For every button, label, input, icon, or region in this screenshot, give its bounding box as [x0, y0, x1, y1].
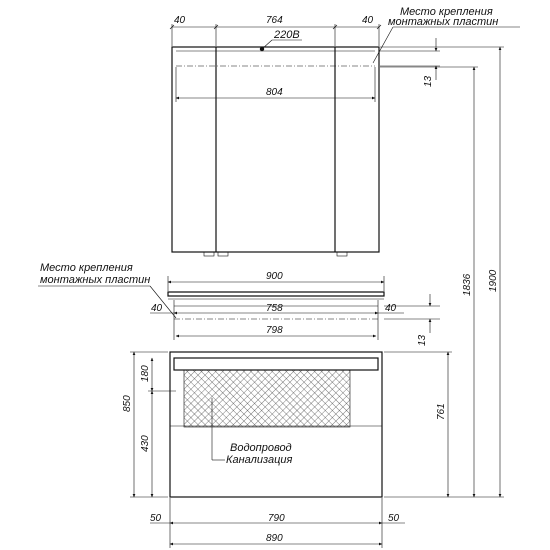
vanity-crosshatch — [184, 370, 350, 427]
cabinet-outline — [172, 47, 379, 252]
cabinet-mount-label-2: монтажных пластин — [388, 16, 499, 28]
cabinet-foot-right — [337, 252, 347, 256]
cabinet-mount-label-1: Место крепления — [400, 6, 493, 18]
vanity-dim-798: 798 — [266, 325, 283, 336]
vanity-dim-base-left: 50 — [150, 513, 162, 524]
vanity-unit — [168, 292, 384, 497]
cabinet-dim-right-gap: 40 — [362, 15, 374, 26]
socket-label: 220В — [274, 29, 300, 41]
vanity-top-width-dimension — [168, 271, 384, 291]
vanity-drawer — [174, 358, 378, 370]
vanity-dim-right-gap: 40 — [385, 303, 397, 314]
vanity-top — [168, 292, 384, 296]
vanity-761-dimension — [384, 352, 452, 497]
vanity-mount-label-2: монтажных пластин — [40, 274, 151, 286]
vanity-dim-180: 180 — [140, 365, 151, 382]
water-label: Водопровод — [230, 442, 292, 454]
vanity-bottom-dimensions — [150, 498, 405, 548]
vanity-dim-offset: 13 — [417, 334, 428, 346]
vanity-dim-761: 761 — [436, 403, 447, 420]
cabinet-dim-left-gap: 40 — [174, 15, 186, 26]
vanity-left-height-dimensions — [122, 352, 176, 497]
overall-height-dimensions — [380, 47, 504, 497]
cabinet-dim-width: 764 — [266, 15, 283, 26]
drain-label: Канализация — [226, 454, 293, 466]
socket-leader — [262, 40, 272, 49]
mirror-cabinet — [172, 29, 379, 256]
vanity-inner-dimension — [176, 325, 376, 336]
vanity-dim-top-width: 900 — [266, 271, 283, 282]
height-1836: 1836 — [462, 273, 473, 296]
vanity-dim-left-gap: 40 — [151, 303, 163, 314]
vanity-mount-label-1: Место крепления — [40, 262, 133, 274]
vanity-offset-dimension — [384, 294, 440, 346]
vanity-dim-758: 758 — [266, 303, 283, 314]
vanity-dim-base-width: 790 — [268, 513, 285, 524]
cabinet-foot-mid — [218, 252, 228, 256]
cabinet-offset-dimension — [380, 38, 440, 87]
height-1900: 1900 — [488, 269, 499, 292]
cabinet-dim-offset: 13 — [423, 75, 434, 87]
vanity-dim-850: 850 — [122, 395, 133, 412]
vanity-dim-base-right: 50 — [388, 513, 400, 524]
vanity-dim-total-width: 890 — [266, 533, 283, 544]
cabinet-mount-callout — [373, 6, 520, 63]
vanity-dim-430: 430 — [140, 435, 151, 452]
cabinet-dim-inner: 804 — [266, 87, 283, 98]
cabinet-foot-left — [204, 252, 214, 256]
cabinet-inner-dimension — [176, 67, 375, 102]
